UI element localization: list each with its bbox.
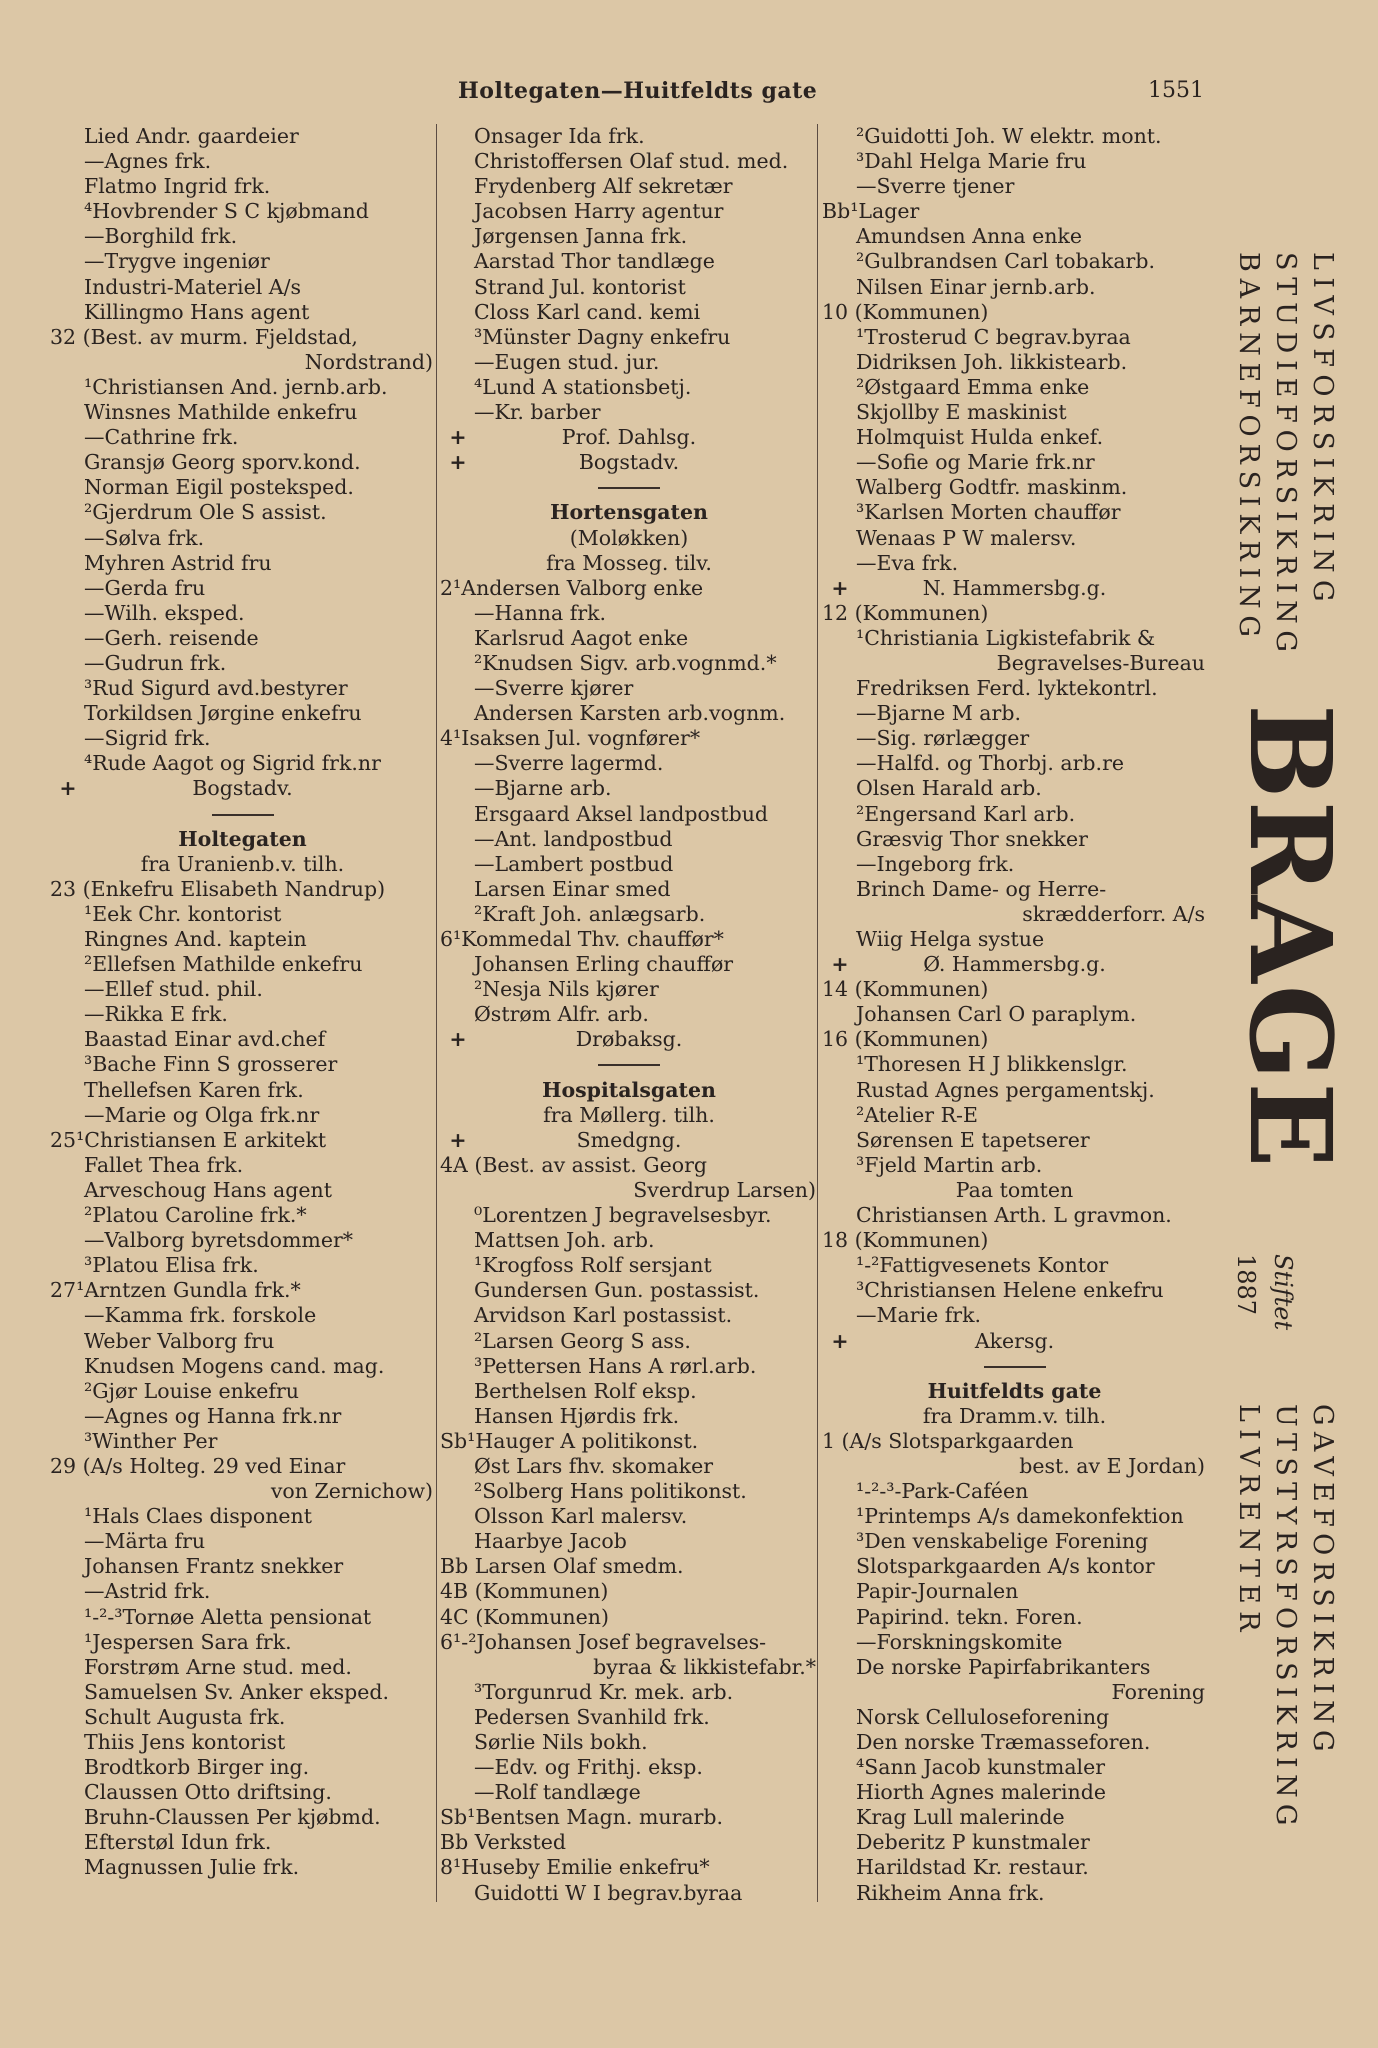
resident-entry: —Trygve ingeniør	[84, 249, 270, 274]
resident-entry: ³Christiansen Helene enkefru	[856, 1278, 1164, 1303]
resident-entry: Harildstad Kr. restaur.	[856, 1855, 1089, 1880]
resident-entry: Torkildsen Jørgine enkefru	[84, 701, 362, 726]
resident-entry: —Kamma frk. forskole	[84, 1303, 317, 1328]
resident-entry: ¹Christiansen And. jernb.arb.	[84, 374, 388, 399]
entry-continuation: Forening	[1111, 1679, 1205, 1704]
resident-entry: ⁴Rude Aagot og Sigrid frk.nr	[84, 751, 381, 776]
resident-entry: —Marie og Olga frk.nr	[84, 1102, 320, 1127]
ad-line-livsforsikring: LIVSFORSIKRING	[1307, 252, 1338, 609]
page-number: 1551	[1148, 78, 1204, 103]
resident-entry: ¹Thoresen H J blikkenslgr.	[856, 1052, 1128, 1077]
resident-entry: Rikheim Anna frk.	[856, 1880, 1045, 1905]
resident-entry: ²Solberg Hans politikonst.	[474, 1479, 747, 1504]
resident-entry: Forstrøm Arne stud. med.	[84, 1654, 352, 1679]
resident-entry: Johansen Carl O paraplym.	[856, 1002, 1137, 1027]
cross-street-entry	[822, 576, 1207, 601]
resident-entry: —Hanna frk.	[474, 600, 607, 625]
ad-year: 1887	[1232, 1254, 1260, 1316]
cross-marker-icon: +	[831, 575, 849, 600]
resident-entry: —Halfd. og Thorbj. arb.re	[856, 751, 1125, 776]
address-entry: 6¹-²Johansen Josef begravelses-	[440, 1629, 767, 1654]
address-entry: 25¹Christiansen E arkitekt	[50, 1127, 327, 1152]
resident-entry: Berthelsen Rolf eksp.	[474, 1378, 697, 1403]
resident-entry: Papirind. tekn. Foren.	[856, 1604, 1083, 1629]
resident-entry: ²Guidotti Joh. W elektr. mont.	[856, 124, 1162, 148]
address-entry: 4¹Isaksen Jul. vognfører*	[440, 726, 701, 751]
building-entry: Bb Verksted	[440, 1830, 566, 1855]
resident-entry: ²Gulbrandsen Carl tobakarb.	[856, 249, 1155, 274]
street-heading: Hortensgaten	[550, 500, 708, 525]
resident-entry: —Bjarne arb.	[474, 776, 612, 801]
resident-entry: Hiorth Agnes malerinde	[856, 1780, 1106, 1805]
resident-entry: Karlsrud Aagot enke	[474, 625, 689, 650]
resident-entry: —Valborg byretsdommer*	[84, 1228, 354, 1253]
cross-marker-icon: +	[831, 952, 849, 977]
resident-entry: Onsager Ida frk.	[474, 124, 645, 148]
resident-entry: ³Winther Per	[84, 1428, 218, 1453]
entry-continuation: Begravelses-Bureau	[996, 650, 1205, 675]
resident-entry: —Borghild frk.	[84, 224, 238, 249]
resident-entry: ¹Eek Chr. kontorist	[84, 901, 282, 926]
resident-entry: Didriksen Joh. likkistearb.	[856, 349, 1128, 374]
cross-street-entry	[440, 1128, 818, 1153]
column-rule	[436, 124, 437, 1902]
resident-entry: —Ellef stud. phil.	[84, 977, 263, 1002]
address-entry: 32 (Best. av murm. Fjeldstad,	[50, 324, 358, 349]
resident-entry: Christoffersen Olaf stud. med.	[474, 149, 789, 174]
resident-entry: Græsvig Thor snekker	[856, 826, 1088, 851]
resident-entry: Deberitz P kunstmaler	[856, 1830, 1090, 1855]
ad-stiftet: Stiftet	[1269, 1254, 1297, 1331]
resident-entry: Rustad Agnes pergamentskj.	[856, 1077, 1155, 1102]
address-entry: 23 (Enkefru Elisabeth Nandrup)	[50, 876, 386, 901]
resident-entry: ²Ellefsen Mathilde enkefru	[84, 952, 363, 977]
building-entry: Sb¹Hauger A politikonst.	[440, 1428, 699, 1453]
resident-entry: Gundersen Gun. postassist.	[474, 1278, 760, 1303]
resident-entry: Magnussen Julie frk.	[84, 1855, 300, 1880]
address-entry: 4A (Best. av assist. Georg	[440, 1152, 708, 1177]
entry-continuation: best. av E Jordan)	[1019, 1453, 1205, 1478]
resident-entry: Jacobsen Harry agentur	[474, 199, 724, 224]
resident-entry: —Sig. rørlægger	[856, 726, 1030, 751]
cross-street-label: Bogstadv.	[192, 776, 293, 801]
resident-entry: —Agnes frk.	[84, 149, 212, 174]
cross-marker-icon: +	[831, 1328, 849, 1353]
resident-entry: ¹Printemps A/s damekonfektion	[856, 1504, 1184, 1529]
address-entry: 8¹Huseby Emilie enkefru*	[440, 1855, 710, 1880]
resident-entry: —Gudrun frk.	[84, 650, 227, 675]
resident-entry: Larsen Einar smed	[474, 876, 671, 901]
resident-entry: —Eva frk.	[856, 550, 959, 575]
resident-entry: Myhren Astrid fru	[84, 550, 272, 575]
resident-entry: —Kr. barber	[474, 400, 601, 425]
resident-entry: Andersen Karsten arb.vognm.	[474, 701, 786, 726]
resident-entry: —Rolf tandlæge	[474, 1780, 641, 1805]
ad-line-barneforsikring: BARNEFORSIKRING	[1233, 252, 1264, 644]
resident-entry: Lied Andr. gaardeier	[84, 124, 299, 148]
resident-entry: —Wilh. eksped.	[84, 600, 245, 625]
resident-entry: ³Dahl Helga Marie fru	[856, 149, 1087, 174]
resident-entry: Schult Augusta frk.	[84, 1704, 286, 1729]
ad-line-livrenter: LIVRENTER	[1233, 1404, 1264, 1639]
street-note: fra Møllerg. tilh.	[543, 1102, 715, 1127]
resident-entry: ²Gjør Louise enkefru	[84, 1378, 299, 1403]
cross-marker-icon: +	[449, 1027, 467, 1052]
resident-entry: ³Torgunrud Kr. mek. arb.	[474, 1679, 734, 1704]
resident-entry: Guidotti W I begrav.byraa	[474, 1880, 743, 1905]
resident-entry: Thellefsen Karen frk.	[84, 1077, 304, 1102]
building-entry: Bb¹Lager	[822, 199, 920, 224]
resident-entry: ³Fjeld Martin arb.	[856, 1152, 1043, 1177]
resident-entry: Bruhn-Claussen Per kjøbmd.	[84, 1805, 381, 1830]
resident-entry: ³Karlsen Morten chauffør	[856, 500, 1121, 525]
address-entry: 2¹Andersen Valborg enke	[440, 575, 704, 600]
resident-entry: Nilsen Einar jernb.arb.	[856, 274, 1096, 299]
page-header	[0, 78, 1378, 110]
resident-entry: Arvidson Karl postassist.	[474, 1303, 733, 1328]
resident-entry: Slotsparkgaarden A/s kontor	[856, 1554, 1155, 1579]
resident-entry: Den norske Træmasseforen.	[856, 1730, 1151, 1754]
directory-column-1	[50, 124, 435, 1881]
resident-entry: ¹Krogfoss Rolf sersjant	[474, 1253, 712, 1278]
address-entry: 6¹Kommedal Thv. chauffør*	[440, 927, 724, 951]
resident-entry: ³Den venskabelige Forening	[856, 1529, 1149, 1554]
resident-entry: ¹-²-³Tornøe Aletta pensionat	[84, 1604, 372, 1629]
street-heading: Hospitalsgaten	[542, 1077, 716, 1102]
address-entry: 14 (Kommunen)	[822, 977, 989, 1002]
resident-entry: Baastad Einar avd.chef	[84, 1027, 326, 1052]
resident-entry: Closs Karl cand. kemi	[474, 299, 701, 324]
resident-entry: Walberg Godtfr. maskinm.	[856, 475, 1128, 500]
resident-entry: Ersgaard Aksel landpostbud	[474, 801, 769, 826]
address-entry: 4C (Kommunen)	[440, 1604, 609, 1629]
cross-street-label: N. Hammersbg.g.	[922, 575, 1107, 600]
entry-continuation: byraa & likkistefabr.*	[593, 1654, 816, 1679]
cross-marker-icon: +	[449, 1127, 467, 1152]
resident-entry: Wenaas P W malersv.	[856, 525, 1077, 550]
resident-entry: Olsson Karl malersv.	[474, 1504, 688, 1529]
resident-entry: Killingmo Hans agent	[84, 299, 310, 324]
resident-entry: ⁰Lorentzen J begravelsesbyr.	[474, 1203, 772, 1228]
resident-entry: ³Platou Elisa frk.	[84, 1253, 259, 1278]
resident-entry: Brinch Dame- og Herre-	[856, 876, 1107, 901]
address-entry: 1 (A/s Slotsparkgaarden	[822, 1428, 1074, 1453]
resident-entry: —Sverre tjener	[856, 174, 1015, 199]
running-title: Holtegaten—Huitfeldts gate	[458, 78, 818, 104]
cross-street-label: Akersg.	[974, 1328, 1055, 1353]
cross-street-entry	[822, 952, 1207, 977]
resident-entry: Amundsen Anna enke	[856, 224, 1082, 249]
resident-entry: ²Nesja Nils kjører	[474, 977, 659, 1002]
cross-street-entry	[440, 1027, 818, 1052]
resident-entry: ⁴Sann Jacob kunstmaler	[856, 1755, 1106, 1780]
entry-continuation: Nordstrand)	[304, 349, 433, 374]
cross-street-label: Smedgng.	[576, 1127, 682, 1152]
resident-entry: —Sverre lagermd.	[474, 751, 664, 776]
ad-line-utstyrsforsikring: UTSTYRSFORSIKRING	[1270, 1404, 1301, 1832]
resident-entry: ³Münster Dagny enkefru	[474, 324, 731, 349]
resident-entry: Hansen Hjørdis frk.	[474, 1403, 680, 1428]
resident-entry: —Sigrid frk.	[84, 726, 211, 751]
ad-brand-logo: BRAGE	[1224, 704, 1355, 1170]
cross-street-entry	[440, 450, 818, 475]
resident-entry: ¹Trosterud C begrav.byraa	[856, 324, 1131, 349]
resident-entry: ¹Hals Claes disponent	[84, 1504, 312, 1529]
resident-entry: ²Kraft Joh. anlægsarb.	[474, 901, 706, 926]
resident-entry: Johansen Frantz snekker	[84, 1554, 344, 1579]
address-entry: 18 (Kommunen)	[822, 1228, 989, 1253]
cross-marker-icon: +	[449, 425, 467, 450]
address-entry: 16 (Kommunen)	[822, 1027, 989, 1052]
resident-entry: Skjollby E maskinist	[856, 400, 1067, 425]
resident-entry: ¹-²Fattigvesenets Kontor	[856, 1253, 1109, 1278]
directory-column-3	[822, 124, 1207, 1906]
resident-entry: ²Atelier R-E	[856, 1102, 978, 1127]
resident-entry: ²Gjerdrum Ole S assist.	[84, 500, 327, 525]
section-divider	[440, 1052, 818, 1077]
section-divider	[50, 802, 435, 827]
resident-entry: —Sofie og Marie frk.nr	[856, 450, 1095, 475]
resident-entry: Sørlie Nils bokh.	[474, 1730, 648, 1754]
resident-entry: Frydenberg Alf sekretær	[474, 174, 733, 199]
resident-entry: Strand Jul. kontorist	[474, 274, 686, 299]
resident-entry: —Bjarne M arb.	[856, 701, 1021, 726]
resident-entry: Winsnes Mathilde enkefru	[84, 400, 358, 425]
street-heading: Huitfeldts gate	[927, 1378, 1102, 1403]
entry-continuation: Sverdrup Larsen)	[633, 1177, 816, 1202]
resident-entry: —Astrid frk.	[84, 1579, 211, 1604]
resident-entry: Ringnes And. kaptein	[84, 927, 307, 951]
section-divider	[822, 1354, 1207, 1379]
resident-entry: Papir-Journalen	[856, 1579, 1019, 1604]
resident-entry: Samuelsen Sv. Anker eksped.	[84, 1679, 390, 1704]
cross-street-entry	[822, 1329, 1207, 1354]
resident-entry: Holmquist Hulda enkef.	[856, 425, 1104, 450]
resident-entry: Jørgensen Janna frk.	[474, 224, 688, 249]
resident-entry: Krag Lull malerinde	[856, 1805, 1065, 1830]
cross-street-entry	[440, 425, 818, 450]
resident-entry: Wiig Helga systue	[856, 927, 1045, 951]
resident-entry: Knudsen Mogens cand. mag.	[84, 1353, 385, 1378]
resident-entry: ²Knudsen Sigv. arb.vognmd.*	[474, 650, 777, 675]
cross-marker-icon: +	[449, 450, 467, 475]
resident-entry: —Rikka E frk.	[84, 1002, 228, 1027]
resident-entry: —Ingeborg frk.	[856, 851, 1015, 876]
resident-entry: Johansen Erling chauffør	[474, 952, 734, 977]
resident-entry: Østrøm Alfr. arb.	[474, 1002, 649, 1027]
brage-advertisement	[1207, 124, 1357, 1904]
street-note: fra Dramm.v. tilh.	[922, 1403, 1107, 1428]
resident-entry: ²Platou Caroline frk.*	[84, 1203, 307, 1228]
resident-entry: ³Bache Finn S grosserer	[84, 1052, 338, 1077]
resident-entry: Fredriksen Ferd. lyktekontrl.	[856, 676, 1158, 701]
resident-entry: —Ant. landpostbud	[474, 826, 673, 851]
resident-entry: Fallet Thea frk.	[84, 1152, 244, 1177]
building-entry: Bb Larsen Olaf smedm.	[440, 1554, 684, 1579]
entry-continuation: von Zernichow)	[270, 1479, 433, 1504]
street-note: fra Mosseg. tilv.	[546, 550, 712, 575]
resident-entry: Mattsen Joh. arb.	[474, 1228, 655, 1253]
cross-marker-icon: +	[59, 776, 77, 801]
cross-street-label: Prof. Dahlsg.	[561, 425, 697, 450]
address-entry: 4B (Kommunen)	[440, 1579, 609, 1604]
resident-entry: Weber Valborg fru	[84, 1328, 275, 1353]
resident-entry: ³Rud Sigurd avd.bestyrer	[84, 676, 348, 701]
street-note: fra Uranienb.v. tilh.	[140, 851, 345, 876]
resident-entry: —Cathrine frk.	[84, 425, 239, 450]
resident-entry: —Sølva frk.	[84, 525, 205, 550]
resident-entry: —Agnes og Hanna frk.nr	[84, 1403, 342, 1428]
resident-entry: Aarstad Thor tandlæge	[474, 249, 715, 274]
entry-continuation: skrædderforr. A/s	[1022, 901, 1205, 926]
resident-entry: ³Pettersen Hans A rørl.arb.	[474, 1353, 757, 1378]
street-note: Paa tomten	[955, 1177, 1074, 1202]
resident-entry: Efterstøl Idun frk.	[84, 1830, 272, 1855]
resident-entry: Norsk Celluloseforening	[856, 1704, 1110, 1729]
resident-entry: —Edv. og Frithj. eksp.	[474, 1755, 703, 1780]
resident-entry: Flatmo Ingrid frk.	[84, 174, 271, 199]
resident-entry: ¹Jespersen Sara frk.	[84, 1629, 292, 1654]
resident-entry: ²Larsen Georg S ass.	[474, 1328, 691, 1353]
resident-entry: Industri-Materiel A/s	[84, 274, 302, 299]
directory-column-2	[440, 124, 818, 1906]
resident-entry: Øst Lars fhv. skomaker	[474, 1453, 714, 1478]
resident-entry: ¹-²-³-Park-Caféen	[856, 1479, 1029, 1504]
address-entry: 10 (Kommunen)	[822, 299, 989, 324]
resident-entry: Arveschoug Hans agent	[84, 1177, 332, 1202]
street-note: (Moløkken)	[569, 525, 689, 550]
resident-entry: Brodtkorb Birger ing.	[84, 1755, 310, 1780]
cross-street-label: Drøbaksg.	[575, 1027, 683, 1052]
address-entry: 27¹Arntzen Gundla frk.*	[50, 1278, 301, 1303]
cross-street-entry	[50, 776, 435, 801]
cross-street-label: Ø. Hammersbg.g.	[923, 952, 1106, 977]
resident-entry: Thiis Jens kontorist	[84, 1730, 286, 1754]
resident-entry: —Märta fru	[84, 1529, 206, 1554]
resident-entry: Claussen Otto driftsing.	[84, 1780, 332, 1805]
address-entry: 29 (A/s Holteg. 29 ved Einar	[50, 1453, 346, 1478]
cross-street-label: Bogstadv.	[578, 450, 680, 475]
resident-entry: ²Engersand Karl arb.	[856, 801, 1076, 826]
resident-entry: —Eugen stud. jur.	[474, 349, 660, 374]
address-entry: 12 (Kommunen)	[822, 600, 989, 625]
resident-entry: ⁴Hovbrender S C kjøbmand	[84, 199, 369, 224]
resident-entry: Haarbye Jacob	[474, 1529, 627, 1554]
resident-entry: —Gerh. reisende	[84, 625, 259, 650]
resident-entry: —Sverre kjører	[474, 676, 634, 701]
ad-line-studieforsikring: STUDIEFORSIKRING	[1270, 252, 1301, 659]
resident-entry: Norman Eigil postekspеd.	[84, 475, 354, 500]
resident-entry: ⁴Lund A stationsbetj.	[474, 374, 692, 399]
resident-entry: Gransjø Georg sporv.kond.	[84, 450, 361, 475]
resident-entry: ¹Christiania Ligkistefabrik &	[856, 625, 1156, 650]
resident-entry: De norske Papirfabrikanters	[856, 1654, 1151, 1679]
resident-entry: —Gerda fru	[84, 575, 206, 600]
resident-entry: Sørensen E tapetserer	[856, 1127, 1090, 1152]
building-entry: Sb¹Bentsen Magn. murarb.	[440, 1805, 724, 1830]
resident-entry: Olsen Harald arb.	[856, 776, 1042, 801]
resident-entry: —Forskningskomite	[856, 1629, 1063, 1654]
resident-entry: ²Østgaard Emma enke	[856, 374, 1090, 399]
street-heading: Holtegaten	[178, 826, 307, 851]
section-divider	[440, 475, 818, 500]
resident-entry: Christiansen Arth. L gravmon.	[856, 1203, 1172, 1228]
resident-entry: —Marie frk.	[856, 1303, 982, 1328]
resident-entry: Pedersen Svanhild frk.	[474, 1704, 710, 1729]
resident-entry: —Lambert postbud	[474, 851, 674, 876]
ad-line-gaveforsikring: GAVEFORSIKRING	[1307, 1404, 1338, 1758]
